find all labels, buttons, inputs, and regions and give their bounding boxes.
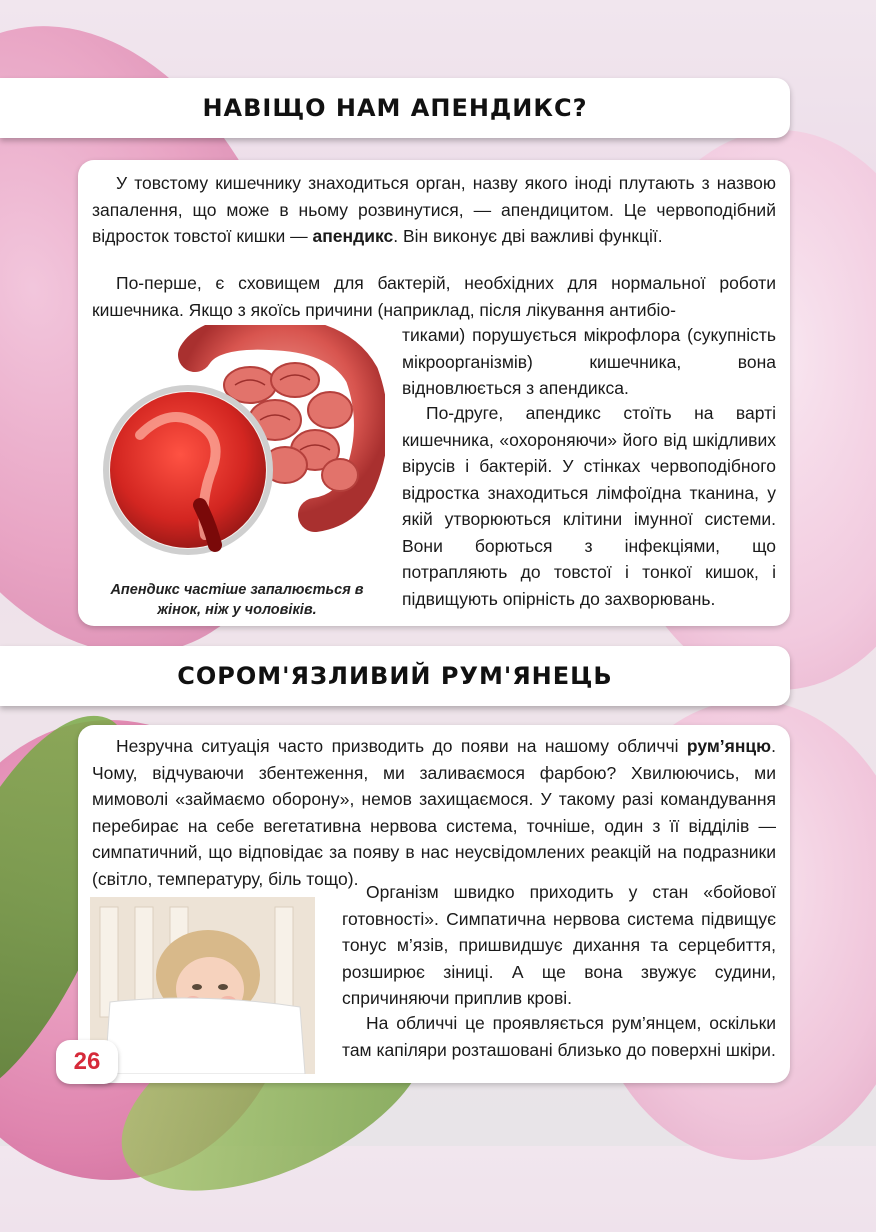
text-run: . Чому, відчуваючи збентеження, ми заливаємося фарбою? Хвилюючись, ми мимоволі «займаємо оборону», немов захищаємося. У такому разі командування перебирає на себе вегетативна нервова система, точніше, один з її відділів — симпатичний, що відповідає за появу в нас неусвідомлених реакцій на подразники (світло, температуру, біль тощо).: [92, 736, 776, 889]
paragraph: На обличчі це проявляється рум’янцем, оскільки там капіляри розташовані близько до поверхні шкіри.: [342, 1013, 776, 1060]
child-illustration: [90, 897, 315, 1074]
illustration-caption: Апендикс частіше запалюється в жінок, ніж у чоловіків.: [110, 582, 364, 618]
paragraph: [92, 733, 776, 892]
paragraph: [92, 170, 776, 250]
paragraph: По-перше, є сховищем для бактерій, необхідних для нормальної роботи кишечника. Якщо з якоїсь причини (наприклад, після лікування антибіо-: [92, 273, 776, 320]
section-title-appendix: [0, 78, 790, 138]
intestine-illustration: [100, 325, 385, 565]
paragraph: По-друге, апендикс стоїть на варті кишечника, «охороняючи» його від шкідливих вірусів і бактерій. У стінках червоподібного відростка знаходиться лімфоїдна тканина, у якій утворюються клітини імунної системи. Вони борються з інфекціями, що потрапляють до товстої і тонкої кишок, і підвищують опірність до захворювань.: [402, 403, 776, 609]
text-run: У товстому кишечнику знаходиться орган, назву якого іноді плутають з назвою запалення, що може в ньому розвинутися, — апендицитом. Це червоподібний відросток товстої кишки —: [92, 173, 776, 246]
section-title-text: НАВІЩО НАМ АПЕНДИКС?: [202, 94, 588, 122]
text-run: Незручна ситуація часто призводить до появи на нашому обличчі: [116, 736, 687, 756]
page-number: 26: [56, 1040, 118, 1084]
paragraph: тиками) порушується мікрофлора (сукупність мікроорганізмів) кишечника, вона відновлюється з апендикса.: [402, 325, 776, 398]
child-photo: [90, 897, 315, 1074]
text-run: . Він виконує дві важливі функції.: [393, 226, 663, 246]
bold-term: апендикс: [312, 226, 394, 246]
bold-term: рум’янцю: [686, 736, 772, 756]
section-title-text: СОРОМ'ЯЗЛИВИЙ РУМ'ЯНЕЦЬ: [177, 662, 613, 690]
paragraph: Організм швидко приходить у стан «бойової готовності». Симпатична нервова система підвищує тонус м’язів, пришвидшує дихання та серцебиття, розширює зіниці. А ще вона звужує судини, спричиняючи приплив крові.: [342, 882, 776, 1008]
section-title-blush: [0, 646, 790, 706]
